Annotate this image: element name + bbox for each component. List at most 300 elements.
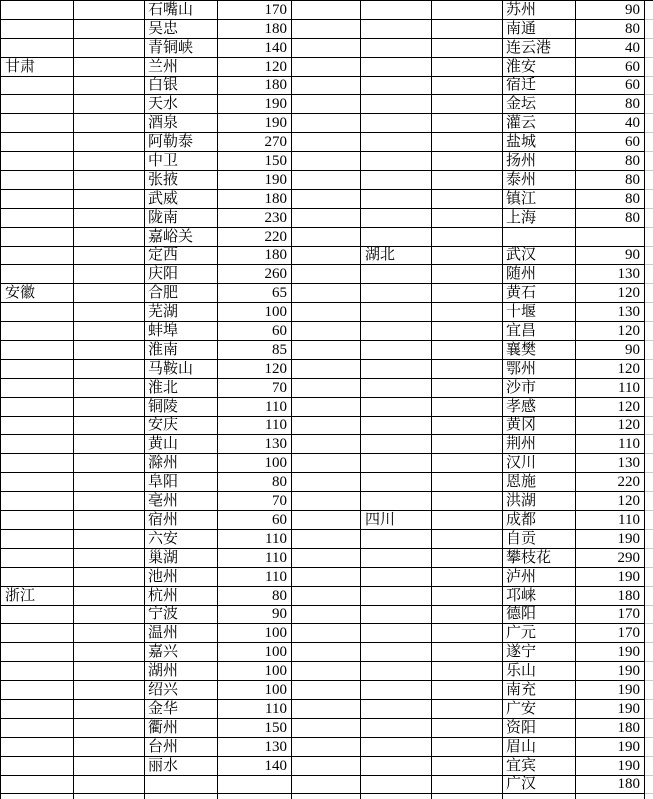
value-right-cell[interactable]: 170 — [576, 624, 645, 643]
value-right-cell[interactable]: 110 — [576, 435, 645, 454]
empty-cell[interactable] — [432, 794, 503, 799]
empty-cell[interactable] — [74, 39, 145, 58]
value-right-cell[interactable]: 120 — [576, 322, 645, 341]
province-right-cell[interactable] — [361, 549, 432, 568]
empty-cell[interactable] — [432, 1, 503, 20]
value-left-cell[interactable]: 100 — [218, 681, 292, 700]
city-right-cell[interactable]: 宜昌 — [503, 322, 576, 341]
province-left-cell[interactable] — [1, 776, 74, 795]
empty-cell[interactable] — [432, 587, 503, 606]
province-right-cell[interactable] — [361, 398, 432, 417]
empty-cell[interactable] — [432, 624, 503, 643]
empty-cell[interactable] — [292, 133, 361, 152]
value-left-cell[interactable]: 220 — [218, 228, 292, 247]
empty-cell[interactable] — [292, 473, 361, 492]
empty-cell[interactable] — [74, 417, 145, 436]
empty-cell[interactable] — [74, 511, 145, 530]
value-right-cell[interactable]: 110 — [576, 379, 645, 398]
empty-cell[interactable] — [292, 738, 361, 757]
city-left-cell[interactable]: 宁波 — [145, 606, 218, 625]
value-left-cell[interactable]: 90 — [218, 606, 292, 625]
empty-cell[interactable] — [74, 133, 145, 152]
empty-cell[interactable] — [432, 738, 503, 757]
empty-cell[interactable] — [292, 228, 361, 247]
city-left-cell[interactable]: 滁州 — [145, 454, 218, 473]
empty-cell[interactable] — [432, 20, 503, 39]
province-right-cell[interactable] — [361, 152, 432, 171]
value-left-cell[interactable]: 110 — [218, 417, 292, 436]
province-left-cell[interactable]: 浙江 — [1, 587, 74, 606]
value-right-cell[interactable]: 190 — [576, 700, 645, 719]
city-right-cell[interactable]: 资阳 — [503, 719, 576, 738]
city-right-cell[interactable]: 遂宁 — [503, 643, 576, 662]
value-right-cell[interactable]: 120 — [576, 360, 645, 379]
province-right-cell[interactable] — [361, 681, 432, 700]
city-right-cell[interactable]: 随州 — [503, 265, 576, 284]
empty-cell[interactable] — [74, 757, 145, 776]
empty-cell[interactable] — [432, 322, 503, 341]
empty-cell[interactable] — [74, 152, 145, 171]
city-right-cell[interactable]: 苏州 — [503, 1, 576, 20]
province-right-cell[interactable] — [361, 379, 432, 398]
empty-cell[interactable] — [74, 171, 145, 190]
empty-cell[interactable] — [74, 662, 145, 681]
province-left-cell[interactable] — [1, 265, 74, 284]
province-right-cell[interactable] — [361, 587, 432, 606]
empty-cell[interactable] — [292, 39, 361, 58]
value-left-cell[interactable]: 110 — [218, 700, 292, 719]
value-left-cell[interactable]: 100 — [218, 662, 292, 681]
empty-cell[interactable] — [74, 794, 145, 799]
value-right-cell[interactable]: 180 — [576, 776, 645, 795]
city-left-cell[interactable] — [145, 776, 218, 795]
province-left-cell[interactable]: 安徽 — [1, 284, 74, 303]
value-right-cell[interactable]: 180 — [576, 719, 645, 738]
empty-cell[interactable] — [432, 606, 503, 625]
province-right-cell[interactable] — [361, 417, 432, 436]
province-left-cell[interactable] — [1, 624, 74, 643]
province-left-cell[interactable] — [1, 662, 74, 681]
province-left-cell[interactable] — [1, 247, 74, 266]
city-right-cell[interactable]: 广安 — [503, 700, 576, 719]
empty-cell[interactable] — [432, 152, 503, 171]
empty-cell[interactable] — [292, 209, 361, 228]
empty-cell[interactable] — [74, 681, 145, 700]
province-left-cell[interactable] — [1, 20, 74, 39]
empty-cell[interactable] — [432, 228, 503, 247]
empty-cell[interactable] — [292, 454, 361, 473]
province-left-cell[interactable] — [1, 39, 74, 58]
empty-cell[interactable] — [74, 530, 145, 549]
province-right-cell[interactable] — [361, 700, 432, 719]
city-right-cell[interactable]: 自贡 — [503, 530, 576, 549]
value-right-cell[interactable]: 190 — [576, 738, 645, 757]
value-left-cell[interactable]: 100 — [218, 624, 292, 643]
empty-cell[interactable] — [432, 247, 503, 266]
value-left-cell[interactable]: 110 — [218, 568, 292, 587]
value-right-cell[interactable]: 190 — [576, 530, 645, 549]
empty-cell[interactable] — [292, 265, 361, 284]
empty-cell[interactable] — [432, 398, 503, 417]
city-right-cell[interactable]: 邛崃 — [503, 587, 576, 606]
value-right-cell[interactable]: 90 — [576, 341, 645, 360]
province-left-cell[interactable] — [1, 511, 74, 530]
empty-cell[interactable] — [432, 662, 503, 681]
city-left-cell[interactable]: 衢州 — [145, 719, 218, 738]
province-right-cell[interactable] — [361, 1, 432, 20]
empty-cell[interactable] — [292, 58, 361, 77]
city-left-cell[interactable]: 吴忠 — [145, 20, 218, 39]
city-right-cell[interactable]: 泰州 — [503, 171, 576, 190]
empty-cell[interactable] — [432, 473, 503, 492]
province-right-cell[interactable] — [361, 133, 432, 152]
province-left-cell[interactable] — [1, 492, 74, 511]
empty-cell[interactable] — [292, 719, 361, 738]
value-left-cell[interactable]: 180 — [218, 77, 292, 96]
empty-cell[interactable] — [432, 209, 503, 228]
city-right-cell[interactable]: 黄冈 — [503, 417, 576, 436]
value-right-cell[interactable]: 120 — [576, 417, 645, 436]
province-right-cell[interactable] — [361, 171, 432, 190]
province-right-cell[interactable] — [361, 77, 432, 96]
empty-cell[interactable] — [292, 190, 361, 209]
province-left-cell[interactable] — [1, 322, 74, 341]
city-right-cell[interactable]: 汉川 — [503, 454, 576, 473]
province-left-cell[interactable] — [1, 568, 74, 587]
city-left-cell[interactable]: 淮北 — [145, 379, 218, 398]
empty-cell[interactable] — [74, 398, 145, 417]
province-left-cell[interactable] — [1, 379, 74, 398]
value-right-cell[interactable]: 290 — [576, 549, 645, 568]
empty-cell[interactable] — [432, 58, 503, 77]
value-left-cell[interactable]: 100 — [218, 643, 292, 662]
empty-cell[interactable] — [292, 606, 361, 625]
city-right-cell[interactable]: 灌云 — [503, 114, 576, 133]
value-left-cell[interactable]: 80 — [218, 587, 292, 606]
province-left-cell[interactable] — [1, 303, 74, 322]
value-right-cell[interactable]: 190 — [576, 568, 645, 587]
city-left-cell[interactable]: 温州 — [145, 624, 218, 643]
empty-cell[interactable] — [432, 757, 503, 776]
city-right-cell[interactable]: 宜宾 — [503, 757, 576, 776]
province-right-cell[interactable] — [361, 58, 432, 77]
value-left-cell[interactable]: 100 — [218, 454, 292, 473]
empty-cell[interactable] — [292, 152, 361, 171]
province-right-cell[interactable] — [361, 794, 432, 799]
empty-cell[interactable] — [292, 360, 361, 379]
province-left-cell[interactable] — [1, 454, 74, 473]
empty-cell[interactable] — [74, 643, 145, 662]
empty-cell[interactable] — [292, 568, 361, 587]
province-left-cell[interactable] — [1, 152, 74, 171]
value-left-cell[interactable]: 260 — [218, 265, 292, 284]
value-right-cell[interactable]: 110 — [576, 511, 645, 530]
empty-cell[interactable] — [292, 530, 361, 549]
empty-cell[interactable] — [74, 700, 145, 719]
value-right-cell[interactable]: 80 — [576, 209, 645, 228]
value-left-cell[interactable]: 110 — [218, 398, 292, 417]
city-left-cell[interactable]: 合肥 — [145, 284, 218, 303]
city-right-cell[interactable]: 黄石 — [503, 284, 576, 303]
province-right-cell[interactable] — [361, 568, 432, 587]
province-right-cell[interactable] — [361, 473, 432, 492]
province-left-cell[interactable] — [1, 77, 74, 96]
empty-cell[interactable] — [432, 379, 503, 398]
empty-cell[interactable] — [432, 776, 503, 795]
empty-cell[interactable] — [74, 549, 145, 568]
empty-cell[interactable] — [74, 190, 145, 209]
province-right-cell[interactable] — [361, 662, 432, 681]
empty-cell[interactable] — [292, 322, 361, 341]
empty-cell[interactable] — [432, 341, 503, 360]
province-left-cell[interactable] — [1, 209, 74, 228]
empty-cell[interactable] — [74, 58, 145, 77]
city-right-cell[interactable]: 鄂州 — [503, 360, 576, 379]
province-left-cell[interactable] — [1, 530, 74, 549]
value-right-cell[interactable]: 130 — [576, 303, 645, 322]
empty-cell[interactable] — [74, 492, 145, 511]
city-left-cell[interactable]: 天水 — [145, 95, 218, 114]
city-left-cell[interactable]: 石嘴山 — [145, 1, 218, 20]
empty-cell[interactable] — [74, 1, 145, 20]
empty-cell[interactable] — [432, 568, 503, 587]
city-right-cell[interactable]: 淮安 — [503, 58, 576, 77]
city-left-cell[interactable]: 黄山 — [145, 435, 218, 454]
value-left-cell[interactable] — [218, 794, 292, 799]
empty-cell[interactable] — [432, 171, 503, 190]
province-right-cell[interactable] — [361, 435, 432, 454]
empty-cell[interactable] — [292, 95, 361, 114]
empty-cell[interactable] — [432, 284, 503, 303]
empty-cell[interactable] — [432, 133, 503, 152]
empty-cell[interactable] — [74, 114, 145, 133]
province-left-cell[interactable] — [1, 398, 74, 417]
province-right-cell[interactable] — [361, 209, 432, 228]
value-left-cell[interactable]: 70 — [218, 492, 292, 511]
city-right-cell[interactable] — [503, 228, 576, 247]
city-left-cell[interactable]: 金华 — [145, 700, 218, 719]
province-left-cell[interactable]: 甘肃 — [1, 58, 74, 77]
city-left-cell[interactable]: 马鞍山 — [145, 360, 218, 379]
city-left-cell[interactable]: 巢湖 — [145, 549, 218, 568]
value-right-cell[interactable]: 130 — [576, 265, 645, 284]
empty-cell[interactable] — [292, 1, 361, 20]
empty-cell[interactable] — [74, 341, 145, 360]
empty-cell[interactable] — [292, 492, 361, 511]
empty-cell[interactable] — [292, 303, 361, 322]
city-right-cell[interactable]: 成都 — [503, 511, 576, 530]
value-right-cell[interactable]: 60 — [576, 133, 645, 152]
value-left-cell[interactable] — [218, 776, 292, 795]
value-left-cell[interactable]: 230 — [218, 209, 292, 228]
city-left-cell[interactable]: 绍兴 — [145, 681, 218, 700]
city-right-cell[interactable]: 南充 — [503, 681, 576, 700]
empty-cell[interactable] — [432, 681, 503, 700]
city-right-cell[interactable]: 洪湖 — [503, 492, 576, 511]
city-right-cell[interactable]: 十堰 — [503, 303, 576, 322]
empty-cell[interactable] — [432, 303, 503, 322]
value-left-cell[interactable]: 190 — [218, 171, 292, 190]
city-right-cell[interactable]: 德阳 — [503, 606, 576, 625]
value-left-cell[interactable]: 180 — [218, 20, 292, 39]
empty-cell[interactable] — [292, 511, 361, 530]
city-left-cell[interactable]: 杭州 — [145, 587, 218, 606]
empty-cell[interactable] — [74, 379, 145, 398]
empty-cell[interactable] — [432, 114, 503, 133]
empty-cell[interactable] — [292, 700, 361, 719]
value-right-cell[interactable]: 190 — [576, 643, 645, 662]
empty-cell[interactable] — [74, 587, 145, 606]
value-left-cell[interactable]: 190 — [218, 95, 292, 114]
province-right-cell[interactable] — [361, 530, 432, 549]
value-right-cell[interactable]: 130 — [576, 454, 645, 473]
empty-cell[interactable] — [74, 209, 145, 228]
value-left-cell[interactable]: 70 — [218, 379, 292, 398]
value-right-cell[interactable]: 120 — [576, 492, 645, 511]
value-left-cell[interactable]: 80 — [218, 473, 292, 492]
value-left-cell[interactable]: 190 — [218, 114, 292, 133]
city-right-cell[interactable] — [503, 794, 576, 799]
city-left-cell[interactable]: 丽水 — [145, 757, 218, 776]
province-right-cell[interactable]: 湖北 — [361, 247, 432, 266]
value-left-cell[interactable]: 60 — [218, 511, 292, 530]
city-right-cell[interactable]: 泸州 — [503, 568, 576, 587]
province-right-cell[interactable] — [361, 360, 432, 379]
province-left-cell[interactable] — [1, 549, 74, 568]
empty-cell[interactable] — [432, 530, 503, 549]
province-left-cell[interactable] — [1, 114, 74, 133]
province-right-cell[interactable] — [361, 757, 432, 776]
city-right-cell[interactable]: 恩施 — [503, 473, 576, 492]
empty-cell[interactable] — [292, 398, 361, 417]
province-left-cell[interactable] — [1, 757, 74, 776]
empty-cell[interactable] — [432, 700, 503, 719]
value-right-cell[interactable]: 90 — [576, 1, 645, 20]
city-right-cell[interactable]: 连云港 — [503, 39, 576, 58]
value-left-cell[interactable]: 140 — [218, 39, 292, 58]
empty-cell[interactable] — [74, 77, 145, 96]
province-left-cell[interactable] — [1, 1, 74, 20]
province-right-cell[interactable] — [361, 265, 432, 284]
empty-cell[interactable] — [74, 284, 145, 303]
value-left-cell[interactable]: 150 — [218, 152, 292, 171]
empty-cell[interactable] — [74, 776, 145, 795]
city-left-cell[interactable]: 张掖 — [145, 171, 218, 190]
province-left-cell[interactable] — [1, 473, 74, 492]
empty-cell[interactable] — [292, 247, 361, 266]
city-left-cell[interactable]: 嘉峪关 — [145, 228, 218, 247]
empty-cell[interactable] — [292, 20, 361, 39]
value-right-cell[interactable]: 180 — [576, 587, 645, 606]
province-right-cell[interactable] — [361, 606, 432, 625]
value-right-cell[interactable] — [576, 228, 645, 247]
province-right-cell[interactable] — [361, 341, 432, 360]
empty-cell[interactable] — [74, 95, 145, 114]
value-right-cell[interactable]: 220 — [576, 473, 645, 492]
value-left-cell[interactable]: 110 — [218, 530, 292, 549]
city-left-cell[interactable]: 芜湖 — [145, 303, 218, 322]
value-right-cell[interactable]: 90 — [576, 247, 645, 266]
empty-cell[interactable] — [432, 190, 503, 209]
empty-cell[interactable] — [432, 360, 503, 379]
empty-cell[interactable] — [74, 568, 145, 587]
city-right-cell[interactable]: 盐城 — [503, 133, 576, 152]
empty-cell[interactable] — [432, 435, 503, 454]
empty-cell[interactable] — [292, 643, 361, 662]
province-left-cell[interactable] — [1, 681, 74, 700]
province-right-cell[interactable] — [361, 228, 432, 247]
city-left-cell[interactable]: 六安 — [145, 530, 218, 549]
province-left-cell[interactable] — [1, 417, 74, 436]
province-left-cell[interactable] — [1, 133, 74, 152]
province-right-cell[interactable] — [361, 20, 432, 39]
city-right-cell[interactable]: 孝感 — [503, 398, 576, 417]
empty-cell[interactable] — [292, 77, 361, 96]
city-left-cell[interactable]: 台州 — [145, 738, 218, 757]
empty-cell[interactable] — [74, 265, 145, 284]
value-left-cell[interactable]: 130 — [218, 738, 292, 757]
province-right-cell[interactable] — [361, 95, 432, 114]
city-left-cell[interactable]: 白银 — [145, 77, 218, 96]
value-left-cell[interactable]: 120 — [218, 360, 292, 379]
value-left-cell[interactable]: 65 — [218, 284, 292, 303]
city-left-cell[interactable]: 陇南 — [145, 209, 218, 228]
empty-cell[interactable] — [74, 473, 145, 492]
value-right-cell[interactable]: 80 — [576, 152, 645, 171]
province-right-cell[interactable]: 四川 — [361, 511, 432, 530]
province-right-cell[interactable] — [361, 738, 432, 757]
value-left-cell[interactable]: 110 — [218, 549, 292, 568]
city-right-cell[interactable]: 乐山 — [503, 662, 576, 681]
value-left-cell[interactable]: 130 — [218, 435, 292, 454]
city-left-cell[interactable]: 中卫 — [145, 152, 218, 171]
city-right-cell[interactable]: 南通 — [503, 20, 576, 39]
city-right-cell[interactable]: 宿迁 — [503, 77, 576, 96]
province-right-cell[interactable] — [361, 492, 432, 511]
value-right-cell[interactable]: 40 — [576, 39, 645, 58]
empty-cell[interactable] — [292, 757, 361, 776]
city-left-cell[interactable]: 青铜峡 — [145, 39, 218, 58]
city-right-cell[interactable]: 荆州 — [503, 435, 576, 454]
province-left-cell[interactable] — [1, 643, 74, 662]
value-right-cell[interactable]: 190 — [576, 757, 645, 776]
value-left-cell[interactable]: 180 — [218, 247, 292, 266]
empty-cell[interactable] — [74, 606, 145, 625]
province-left-cell[interactable] — [1, 190, 74, 209]
province-left-cell[interactable] — [1, 606, 74, 625]
empty-cell[interactable] — [432, 77, 503, 96]
province-left-cell[interactable] — [1, 435, 74, 454]
empty-cell[interactable] — [74, 247, 145, 266]
value-left-cell[interactable]: 270 — [218, 133, 292, 152]
city-right-cell[interactable]: 广元 — [503, 624, 576, 643]
city-left-cell[interactable]: 庆阳 — [145, 265, 218, 284]
empty-cell[interactable] — [292, 171, 361, 190]
empty-cell[interactable] — [292, 435, 361, 454]
city-right-cell[interactable]: 武汉 — [503, 247, 576, 266]
city-left-cell[interactable] — [145, 794, 218, 799]
empty-cell[interactable] — [292, 284, 361, 303]
empty-cell[interactable] — [74, 360, 145, 379]
city-left-cell[interactable]: 武威 — [145, 190, 218, 209]
empty-cell[interactable] — [74, 624, 145, 643]
province-left-cell[interactable] — [1, 719, 74, 738]
province-left-cell[interactable] — [1, 228, 74, 247]
value-left-cell[interactable]: 60 — [218, 322, 292, 341]
value-right-cell[interactable]: 60 — [576, 58, 645, 77]
value-left-cell[interactable]: 100 — [218, 303, 292, 322]
empty-cell[interactable] — [292, 587, 361, 606]
